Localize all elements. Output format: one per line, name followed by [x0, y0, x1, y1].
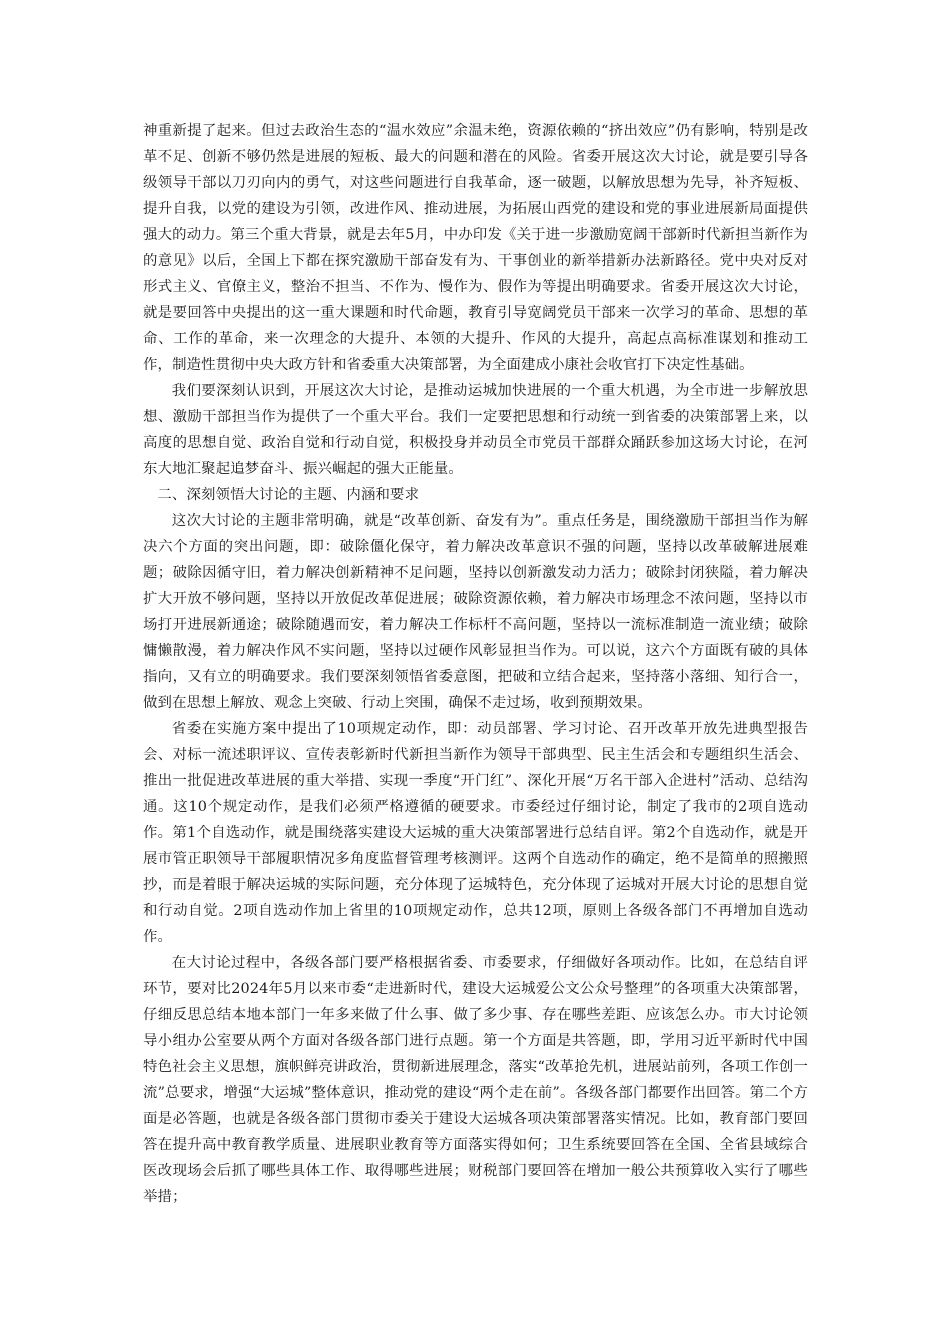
section-heading-2: 二、深刻领悟大讨论的主题、内涵和要求	[157, 487, 420, 503]
paragraph-1: 神重新提了起来。但过去政治生态的“温水效应”余温未绝，资源依赖的“挤出效应”仍有影响，特别是改革不足、创新不够仍然是进展的短板、最大的问题和潜在的风险。省委开展这次大讨论，就是要引导各级领导干部以刀刃向内的勇气，对这些问题进行自我革命，逐一破题，以解放思想为先导，补齐短板、提升自我，以党的建设为引领，改进作风、推动进展，为拓展山西党的建设和党的事业进展新局面提供强大的动力。第三个重大背景，就是去年5月，中办印发《关于进一步激励宽阔干部新时代新担当新作为的意见》以后，全国上下都在探究激励干部奋发有为、干事创业的新举措新办法新路径。党中央对反对形式主义、官僚主义，整治不担当、不作为、慢作为、假作为等提出明确要求。省委开展这次大讨论，就是要回答中央提出的这一重大课题和时代命题，教育引导宽阔党员干部来一次学习的革命、思想的革命、工作的革命，来一次理念的大提升、本领的大提升、作风的大提升，高起点高标准谋划和推动工作，制造性贯彻中央大政方针和省委重大决策部署，为全面建成小康社会收官打下决定性基础。	[143, 123, 808, 373]
paragraph-4: 省委在实施方案中提出了10项规定动作，即：动员部署、学习讨论、召开改革开放先进典型报告会、对标一流述职评议、宣传表彰新时代新担当新作为领导干部典型、民主生活会和专题组织生活会、推出一批促进改革进展的重大举措、实现一季度“开门红”、深化开展“万名干部入企进村”活动、总结沟通。这10个规定动作，是我们必须严格遵循的硬要求。市委经过仔细讨论，制定了我市的2项自选动作。第1个自选动作，就是围绕落实建设大运城的重大决策部署进行总结自评。第2个自选动作，就是开展市管正职领导干部履职情况多角度监督管理考核测评。这两个自选动作的确定，绝不是简单的照搬照抄，而是着眼于解决运城的实际问题，充分体现了运城特色，充分体现了运城对开展大讨论的思想自觉和行动自觉。2项自选动作加上省里的10项规定动作，总共12项，原则上各级各部门不再增加自选动作。	[143, 721, 808, 945]
paragraph-2: 我们要深刻认识到，开展这次大讨论，是推动运城加快进展的一个重大机遇，为全市进一步解放思想、激励干部担当作为提供了一个重大平台。我们一定要把思想和行动统一到省委的决策部署上来，以高度的思想自觉、政治自觉和行动自觉，积极投身并动员全市党员干部群众踊跃参加这场大讨论，在河东大地汇聚起追梦奋斗、振兴崛起的强大正能量。	[143, 383, 808, 477]
paragraph-3: 这次大讨论的主题非常明确，就是“改革创新、奋发有为”。重点任务是，围绕激励干部担当作为解决六个方面的突出问题，即：破除僵化保守，着力解决改革意识不强的问题，坚持以改革破解进展难题；破除因循守旧，着力解决创新精神不足问题，坚持以创新激发动力活力；破除封闭狭隘，着力解决扩大开放不够问题，坚持以开放促改革促进展；破除资源依赖，着力解决市场理念不浓问题，坚持以市场打开进展新通途；破除随遇而安，着力解决工作标杆不高问题，坚持以一流标准制造一流业绩；破除慵懒散漫，着力解决作风不实问题，坚持以过硬作风彰显担当作为。可以说，这六个方面既有破的具体指向，又有立的明确要求。我们要深刻领悟省委意图，把破和立结合起来，坚持落小落细、知行合一，做到在思想上解放、观念上突破、行动上突围，确保不走过场，收到预期效果。	[143, 513, 808, 711]
paragraph-5: 在大讨论过程中，各级各部门要严格根据省委、市委要求，仔细做好各项动作。比如，在总结自评环节，要对比2024年5月以来市委“走进新时代，建设大运城爱公文公众号整理”的各项重大决策部署，仔细反思总结本地本部门一年多来做了什么事、做了多少事、存在哪些差距、应该怎么办。市大讨论领导小组办公室要从两个方面对各级各部门进行点题。第一个方面是共答题，即，学用习近平新时代中国特色社会主义思想，旗帜鲜亮讲政治，贯彻新进展理念，落实“改革抢先机，进展站前列，各项工作创一流”总要求，增强“大运城”整体意识，推动党的建设“两个走在前”。各级各部门都要作出回答。第二个方面是必答题，也就是各级各部门贯彻市委关于建设大运城各项决策部署落实情况。比如，教育部门要回答在提升高中教育教学质量、进展职业教育等方面落实得如何；卫生系统要回答在全国、全省县域综合医改现场会后抓了哪些具体工作、取得哪些进展；财税部门要回答在增加一般公共预算收入实行了哪些举措；	[143, 955, 808, 1205]
document-page	[143, 118, 808, 1210]
